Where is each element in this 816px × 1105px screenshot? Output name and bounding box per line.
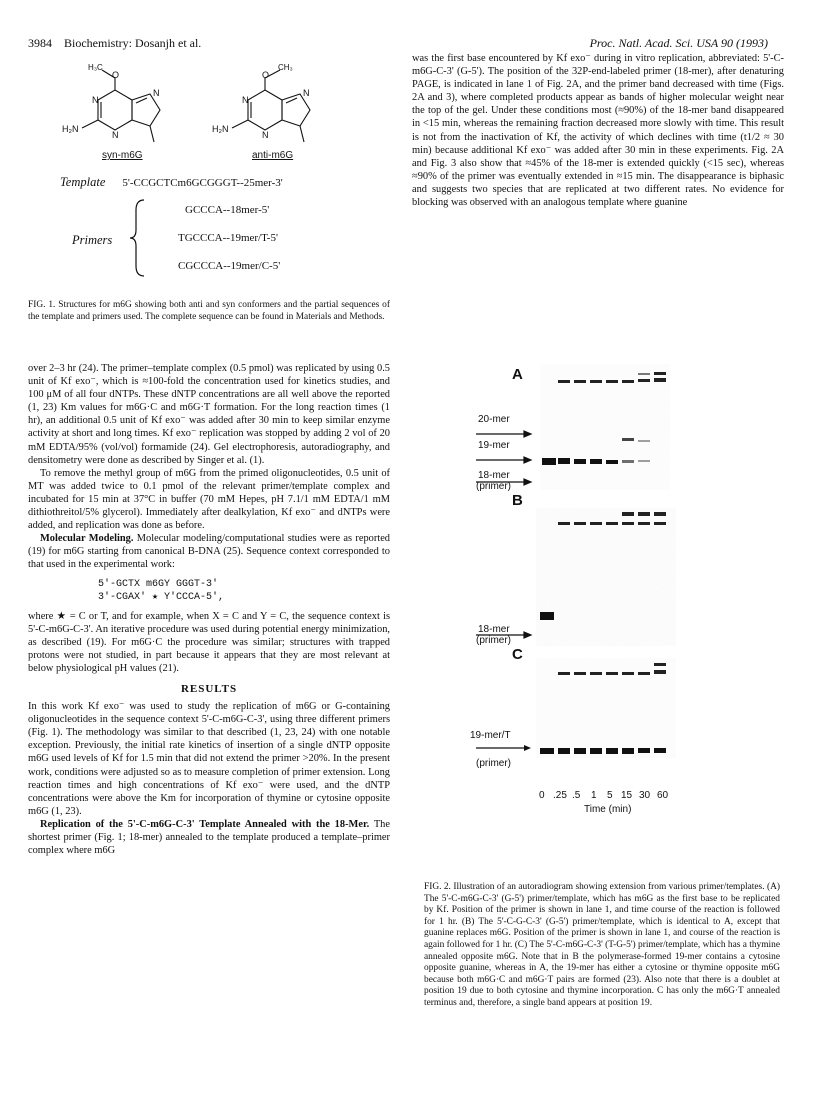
- label-20mer: 20-mer: [478, 414, 510, 425]
- subsection-heading: Molecular Modeling.: [40, 533, 134, 545]
- svg-text:N: N: [153, 88, 160, 98]
- panel-a-letter: A: [512, 366, 523, 383]
- label-18mer-a: 18-mer: [478, 470, 510, 481]
- svg-text:O: O: [112, 70, 120, 80]
- paragraph-text: The shortest primer (Fig. 1; 18-mer) annealed to the template produced a template–primer complex where m6G: [28, 818, 390, 857]
- paragraph: In this work Kf exo⁻ was used to study the replication of m6G or G-containing oligonucleotides in the sequence context 5'-C-m6G-C-3', using three different primers (Fig. 1). The methodology was similar to that described (1, 23, 24) with one notable exception. Previously, the initial rate kinetics of insertion of a single dNTP opposite m6G used levels of Kf for 1.5 min that did not extend the primer >20%. In the present work, conditions were adjusted so as to measure completion of primer extension. Long reaction times and high concentrations of Kf exo⁻ were used, and the dNTP concentrations were above the Km for incorporation of thymine or cytosine opposite m6G (1, 23).: [28, 701, 390, 817]
- label-19mer: 19-mer: [478, 440, 510, 451]
- label-primer-b: (primer): [476, 635, 511, 646]
- panel-b-letter: B: [512, 492, 523, 509]
- label-primer-c: (primer): [476, 758, 511, 769]
- paragraph-text: Molecular modeling/computational studies were as reported (19) for m6G starting from canonical B-DNA (25). Sequence context corresponded to that used in the experimental work:: [28, 533, 391, 571]
- subsection-heading: Replication of the 5'-C-m6G-C-3' Template Annealed with the 18-Mer.: [40, 818, 370, 830]
- lane-label: 1: [591, 790, 597, 801]
- paragraph: To remove the methyl group of m6G from the primed oligonucleotides, 0.5 unit of MT was added twice to 0.1 pmol of the relevant primer/template complex and incubated for 15 min at 37°C in buffer (70 mM Hepes, pH 7.1/1 mM EDTA/1 mM dithiothreitol/5% glycerol). Immediately after dealkylation, Kf exo⁻ and dNTPs were added, and replication was done as before.: [28, 467, 390, 532]
- svg-text:CH₃: CH₃: [278, 63, 293, 72]
- label-19mer-t: 19-mer/T: [470, 730, 511, 741]
- sequence-line: 5'-GCTX m6GY GGGT-3': [98, 578, 219, 590]
- lane-label: 0: [539, 790, 545, 801]
- primer-18mer: GCCCA--18mer-5': [185, 204, 270, 216]
- syn-m6g-structure: [62, 63, 160, 142]
- gel-arrows: [474, 420, 534, 740]
- template-line: [60, 175, 283, 190]
- svg-text:H₂N: H₂N: [212, 124, 229, 134]
- gel-arrow-c: [474, 742, 534, 754]
- lane-label: .25: [553, 790, 567, 801]
- svg-text:N: N: [303, 88, 310, 98]
- panel-c-letter: C: [512, 646, 523, 663]
- panel-b-primer-band: [540, 612, 554, 620]
- sequence-context: [98, 578, 390, 604]
- results-heading: RESULTS: [180, 682, 238, 695]
- page-number: 3984: [28, 36, 52, 50]
- paragraph: over 2–3 hr (24). The primer–template complex (0.5 pmol) was replicated by using 0.5 unit of Kf exo⁻, which is ≈100-fold the concentration used for kinetics studies, and 100 μM of all four dNTPs. These dNTP concentrations are all well above the reported (1, 23) Km values for m6G·C and m6G·T formation. For the long reaction times (1 hr), an additional 0.5 unit of Kf exo⁻ was added after 30 min to keep similar enzyme activity at short and long times. Kf exo⁻ replication was stopped by adding 2 vol of 20 mM EDTA/95% (vol/vol) formamide (24). Gel electrophoresis, autoradiography, and densitometry were done as described by Singer et al. (1).: [28, 363, 390, 466]
- svg-text:N: N: [242, 95, 249, 105]
- lane-label: .5: [572, 790, 581, 801]
- time-axis-label: Time (min): [584, 804, 632, 815]
- fig1-caption: FIG. 1. Structures for m6G showing both anti and syn conformers and the partial sequences of the template and primers used. The complete sequence can be found in Materials and Methods.: [28, 300, 390, 322]
- left-column: [28, 362, 390, 857]
- label-primer-a: (primer): [476, 481, 511, 492]
- template-label: Template: [60, 175, 106, 189]
- primers-label: Primers: [72, 233, 113, 247]
- svg-text:O: O: [262, 70, 270, 80]
- paragraph: where ★ = C or T, and for example, when X = C and Y = C, the sequence context is 5'-C-m6G-C-3'. An iterative procedure was used during potential energy minimization, as described (19). For m6G·C the procedure was similar; structures with trapped protons were not studied, in part because it appears that they are most relevant at below physiological pH values (21).: [28, 610, 390, 674]
- sequence-line: 3'-CGAX' ★ Y'CCCA-5',: [98, 591, 225, 603]
- label-18mer-b: 18-mer: [478, 624, 510, 635]
- svg-text:N: N: [262, 130, 269, 140]
- svg-text:N: N: [92, 95, 99, 105]
- svg-text:H₃C: H₃C: [88, 63, 103, 72]
- anti-m6g-structure: [212, 63, 310, 142]
- lane-label: 60: [657, 790, 669, 801]
- lane-label: 30: [639, 790, 651, 801]
- primers-brace: [128, 198, 148, 278]
- template-sequence: 5'-CCGCTCm6GCGGGT--25mer-3': [122, 177, 283, 189]
- svg-text:N: N: [112, 130, 119, 140]
- svg-text:H₂N: H₂N: [62, 124, 79, 134]
- paragraph: was the first base encountered by Kf exo⁻ during in vitro replication, abbreviated: 5'-C-m6G-C-3' (G-5'). The position of the 32P-end-labeled primer (18-mer), after denaturing PAGE, is indicated in lane 1 of Fig. 2A, and the primer band decreased with time (Figs. 2A and 3), where completed products appear as bands of higher molecular weight near the top of the gel. Under these conditions most (≈90%) of the 18-mer band disappeared in <15 min, whereas the remaining fraction decreased more slowly with time. This result is not from the inactivation of Kf, the activity of which declines with time (t1/2 ≈ 30 min) because additional Kf exo⁻ was added after 30 min in these experiments. Fig. 2A and Fig. 3 also show that ≈45% of the 18-mer is extended quickly (<15 sec), whereas ≈90% of the primer was eventually extended in ≈15 min. The disappearance is biphasic and suggests two species that are replicated at two different rates. No evidence for blocking was observed with an analogous template where guanine: [412, 53, 784, 209]
- syn-label: syn-m6G: [102, 150, 143, 161]
- primer-19mer-t: TGCCCA--19mer/T-5': [178, 232, 278, 244]
- anti-label: anti-m6G: [252, 150, 294, 161]
- lane-label: 5: [607, 790, 613, 801]
- right-column: [412, 52, 784, 209]
- fig2-caption: FIG. 2. Illustration of an autoradiogram showing extension from various primer/templates. (A) The 5'-C-m6G-C-3' (G-5') primer/template, which has m6G as the first base to be replicated by Kf. Position of the primer is shown in lane 1, and time course of the reaction is followed for 1 hr. (B) The 5'-C-G-C-3' (G-5') primer/template, which is identical to A, except that guanine replaces m6G. Position of the primer is shown in lane 1, and course of the reaction is again followed for 1 hr. (C) The 5'-C-m6G-C-3' (T-G-5') primer/template, which has a thymine annealed opposite m6G. Note that in B the polymerase-formed 19-mer contains a cytosine opposite guanine, whereas in A, the 19-mer has either a cytosine or thymine opposite m6G because both m6G·C and m6G·T pairs are formed (23). Also note that there is a doublet at position 19 due to both cytosine and thymine incorporation. C has only the m6G·T annealed terminus and, therefore, a single band appears at position 19.: [424, 882, 780, 1008]
- primer-19mer-c: CGCCCA--19mer/C-5': [178, 260, 281, 272]
- running-header-left: [28, 36, 201, 51]
- fig1-structures: [40, 60, 370, 170]
- lane-label: 15: [621, 790, 633, 801]
- journal-author: Biochemistry: Dosanjh et al.: [64, 36, 202, 50]
- gel-autoradiogram: [530, 360, 680, 768]
- running-header-right: Proc. Natl. Acad. Sci. USA 90 (1993): [589, 36, 768, 50]
